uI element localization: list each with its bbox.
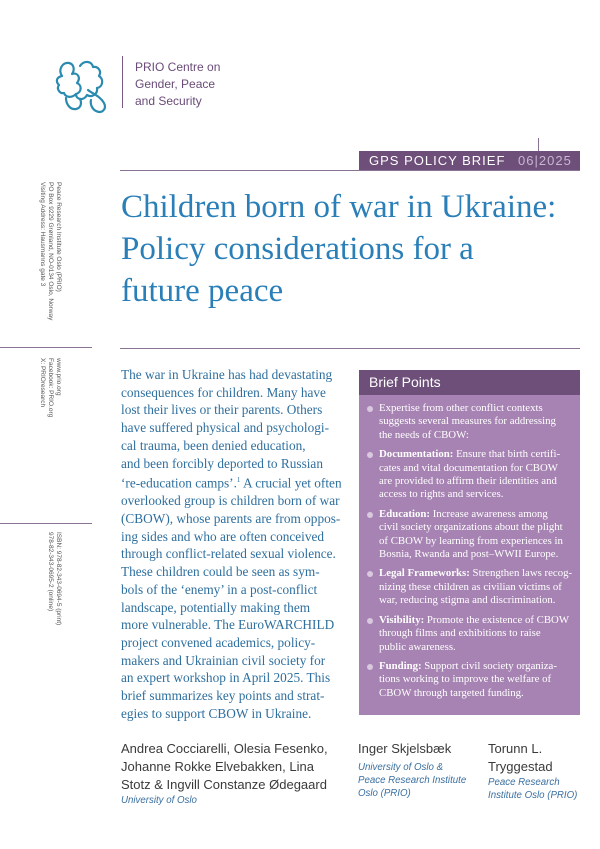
brief-point-line: war, reducing stigma and discrimination. <box>379 594 556 607</box>
brief-point-line: Expertise from other conflict contexts <box>379 402 543 414</box>
sidebar-web-line[interactable]: X: PRIOresearch <box>39 358 46 408</box>
intro-line: makers and Ukrainian civil society for <box>121 652 326 668</box>
series-number: 06 <box>518 153 535 168</box>
intro-line: egies to support CBOW in Ukraine. <box>121 705 312 721</box>
brief-point-fragment: Support civil society organiza- <box>421 659 557 672</box>
intro-line <box>121 472 346 492</box>
brief-point-line: civil society organizations about the plight <box>379 521 563 534</box>
brief-point-line: cates and vital documentation for CBOW <box>379 461 558 474</box>
intro-line: overlooked group is children born of war <box>121 493 340 509</box>
intro-line: consequences for children. Many have <box>121 384 326 400</box>
brief-point-line: CBOW through targeted funding. <box>379 686 524 699</box>
intro-line: have suffered physical and psychologi- <box>121 420 330 436</box>
sidebar-isbn-line: 978-82-343-0695-2 (online) <box>47 532 54 612</box>
brief-points-list <box>359 402 580 706</box>
title-line: Policy considerations for a <box>121 231 474 267</box>
brief-point-fragment: Ensure that birth certifi- <box>453 448 561 461</box>
brief-point-fragment: Increase awareness among <box>430 507 548 520</box>
author-name-line: Andrea Cocciarelli, Olesia Fesenko, <box>121 741 328 756</box>
author-name-line: Stotz & Ingvill Constanze Ødegaard <box>121 777 327 792</box>
series-separator: | <box>534 153 539 168</box>
series-year: 2025 <box>538 153 572 168</box>
sidebar-isbn-line: ISBN: 978-82-343-0694-5 (print) <box>55 532 62 626</box>
brief-point <box>359 567 580 607</box>
sidebar-address-line: Visiting Address: Hausmanns gate 3 <box>39 182 46 287</box>
intro-fragment: ‘re-education camps’. <box>121 475 237 491</box>
author-affiliation: Peace Research <box>488 777 560 788</box>
brief-point <box>359 402 580 442</box>
sidebar-address-line: PO Box 9229 Grønland, NO-0134 Oslo, Norway <box>47 182 54 321</box>
logo-figures-icon <box>54 54 110 116</box>
author-affiliation: University of Oslo <box>121 795 197 806</box>
author-affiliation: Oslo (PRIO) <box>358 788 411 799</box>
footnote-mark[interactable]: 1 <box>236 476 241 485</box>
series-banner <box>359 151 580 170</box>
sidebar-rule <box>0 523 92 524</box>
sidebar-web-line[interactable]: Facebook: PRIO.org <box>47 358 54 418</box>
brief-point <box>359 448 580 502</box>
brief-points-header: Brief Points <box>359 370 580 395</box>
org-name-line: Gender, Peace <box>135 77 216 91</box>
intro-line: (CBOW), whose parents are from oppos- <box>121 511 341 527</box>
intro-line: brief summarizes key points and strat- <box>121 688 325 704</box>
brief-point-label: Education: <box>379 507 430 520</box>
intro-line: ing sides and who are often conceived <box>121 528 325 544</box>
brief-point-line <box>379 660 580 673</box>
brief-point-fragment: Strengthen laws recog- <box>469 567 573 580</box>
brief-point-line: the needs of CBOW: <box>379 428 469 441</box>
prio-gps-logo <box>54 54 110 116</box>
intro-line: lost their lives or their parents. Others <box>121 402 323 418</box>
brief-point-line: nizing these children as civilian victims of <box>379 580 562 593</box>
intro-line: landscape, potentially making them <box>121 599 311 615</box>
sidebar-address-line: Peace Research Institute Oslo (PRIO) <box>55 182 62 292</box>
author-affiliation: University of Oslo & <box>358 762 444 773</box>
brief-point <box>359 508 580 562</box>
brief-point-label: Funding: <box>379 659 422 672</box>
intro-text <box>121 366 346 722</box>
series-label: GPS POLICY BRIEF <box>369 153 506 168</box>
sidebar-isbn <box>46 532 62 625</box>
org-name-line: and Security <box>135 94 202 108</box>
brief-point-line: suggests several measures for addressing <box>379 415 556 428</box>
intro-line: more vulnerable. The EuroWARCHILD <box>121 617 335 633</box>
brief-point-label: Documentation: <box>379 448 454 461</box>
intro-line: and been forcibly deported to Russian <box>121 455 323 471</box>
sidebar-web <box>38 358 62 417</box>
brief-points-panel <box>359 370 580 715</box>
author-name-line: Torunn L. <box>488 741 543 756</box>
brief-point-line: tions working to improve the welfare of <box>379 673 552 686</box>
brief-point-line: access to rights and services. <box>379 488 504 501</box>
intro-line: project convened academics, policy- <box>121 634 316 650</box>
sidebar-rule <box>0 347 92 348</box>
brief-point-line <box>379 448 580 461</box>
brief-point-line <box>379 614 580 627</box>
intro-line: cal trauma, been denied education, <box>121 437 306 453</box>
brief-point-line <box>379 567 580 580</box>
intro-line: through conflict-related sexual violence. <box>121 546 336 562</box>
brief-point-label: Legal Frameworks: <box>379 567 470 580</box>
brief-point-line: of CBOW by learning from experiences in <box>379 534 563 547</box>
logo-divider <box>122 56 123 108</box>
brief-point-label: Visibility: <box>379 613 425 626</box>
author-affiliation: Institute Oslo (PRIO) <box>488 790 578 801</box>
author-group <box>488 740 577 802</box>
author-group <box>358 740 466 800</box>
brief-point-line: are provided to affirm their identities and <box>379 475 557 488</box>
sidebar-address <box>38 182 62 320</box>
brief-point-line <box>379 508 580 521</box>
sidebar-web-line[interactable]: www.prio.org <box>55 358 62 396</box>
brief-point-line: Bosnia, Rwanda and post–WWII Europe. <box>379 548 559 561</box>
author-group <box>121 740 328 807</box>
brief-point <box>359 614 580 654</box>
author-affiliation: Peace Research Institute <box>358 775 467 786</box>
intro-fragment: A crucial yet often <box>243 475 342 491</box>
brief-point <box>359 660 580 700</box>
header-rule <box>120 170 580 171</box>
intro-line: The war in Ukraine has had devastating <box>121 367 333 382</box>
intro-line: These children could be seen as sym- <box>121 564 320 580</box>
page-title <box>121 186 571 312</box>
brief-point-line: through films and exhibitions to raise <box>379 627 541 640</box>
org-name <box>135 59 220 110</box>
title-line: future peace <box>121 273 284 309</box>
brief-point-fragment: Promote the existence of CBOW <box>424 613 570 626</box>
title-rule <box>120 348 580 349</box>
intro-line: bols of the ‘enemy’ in a post-conflict <box>121 581 318 597</box>
org-name-line: PRIO Centre on <box>135 60 221 74</box>
title-line: Children born of war in Ukraine: <box>121 189 557 225</box>
brief-point-line: public awareness. <box>379 640 456 653</box>
author-name-line: Tryggestad <box>488 759 553 774</box>
author-name-line: Inger Skjelsbæk <box>358 741 452 756</box>
author-name-line: Johanne Rokke Elvebakken, Lina <box>121 759 314 774</box>
intro-line: an expert workshop in April 2025. This <box>121 670 331 686</box>
